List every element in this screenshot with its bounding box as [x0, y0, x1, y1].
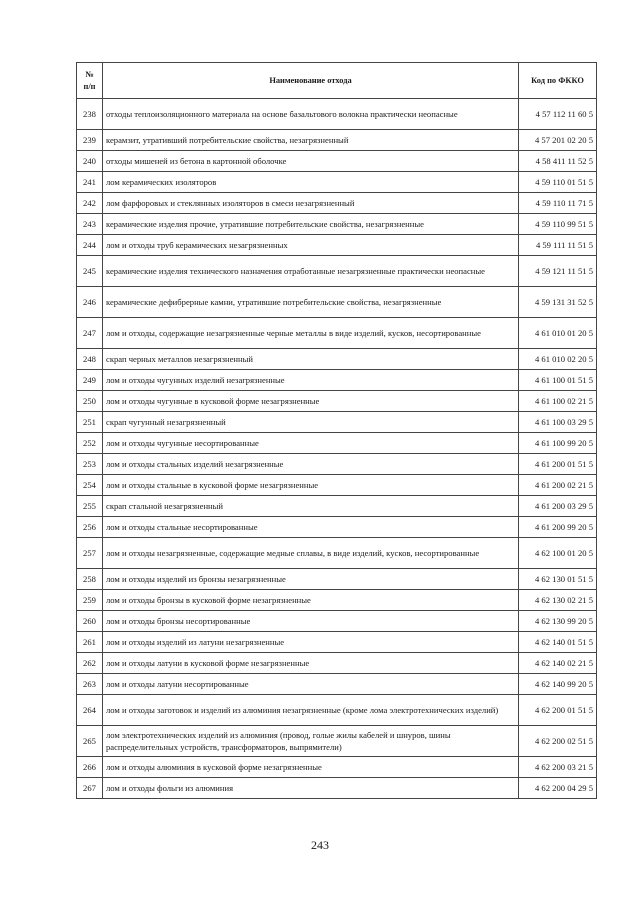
row-code: 4 59 110 99 51 5	[519, 214, 597, 235]
table-row	[77, 653, 597, 674]
table-row	[77, 214, 597, 235]
row-number: 262	[77, 653, 103, 674]
row-code: 4 61 100 03 29 5	[519, 412, 597, 433]
row-number: 245	[77, 256, 103, 287]
row-number: 259	[77, 590, 103, 611]
row-name: скрап стальной незагрязненный	[103, 496, 519, 517]
page-number: 243	[311, 838, 329, 852]
table-row	[77, 172, 597, 193]
table-row	[77, 611, 597, 632]
row-name: лом фарфоровых и стеклянных изоляторов в смеси незагрязненный	[103, 193, 519, 214]
row-name: лом и отходы бронзы несортированные	[103, 611, 519, 632]
row-number: 239	[77, 130, 103, 151]
row-name: керамические изделия технического назначения отработанные незагрязненные практически неопасные	[103, 256, 519, 287]
table-row	[77, 778, 597, 799]
table-row	[77, 412, 597, 433]
row-number: 241	[77, 172, 103, 193]
row-number: 263	[77, 674, 103, 695]
header-number: № п/п	[77, 63, 103, 99]
row-number: 250	[77, 391, 103, 412]
row-name: лом и отходы изделий из бронзы незагрязненные	[103, 569, 519, 590]
header-name: Наименование отхода	[103, 63, 519, 99]
row-number: 257	[77, 538, 103, 569]
row-code: 4 59 110 01 51 5	[519, 172, 597, 193]
row-code: 4 62 140 01 51 5	[519, 632, 597, 653]
row-number: 264	[77, 695, 103, 726]
row-code: 4 61 010 01 20 5	[519, 318, 597, 349]
row-code: 4 59 121 11 51 5	[519, 256, 597, 287]
row-code: 4 62 100 01 20 5	[519, 538, 597, 569]
table-row	[77, 99, 597, 130]
row-number: 254	[77, 475, 103, 496]
table-row	[77, 674, 597, 695]
row-name: лом керамических изоляторов	[103, 172, 519, 193]
row-code: 4 61 100 01 51 5	[519, 370, 597, 391]
table-row	[77, 454, 597, 475]
row-code: 4 62 140 99 20 5	[519, 674, 597, 695]
row-code: 4 62 130 02 21 5	[519, 590, 597, 611]
row-number: 258	[77, 569, 103, 590]
table-row	[77, 517, 597, 538]
table-row	[77, 496, 597, 517]
table-row	[77, 391, 597, 412]
row-number: 238	[77, 99, 103, 130]
table-row	[77, 193, 597, 214]
row-number: 252	[77, 433, 103, 454]
row-name: лом и отходы бронзы в кусковой форме незагрязненные	[103, 590, 519, 611]
row-name: лом электротехнических изделий из алюминия (провод, голые жилы кабелей и шнуров, шины распределительных устройств, трансформаторов, выпрямители)	[103, 726, 519, 757]
table-row	[77, 538, 597, 569]
row-code: 4 61 100 02 21 5	[519, 391, 597, 412]
row-number: 260	[77, 611, 103, 632]
row-name: отходы мишеней из бетона в картонной оболочке	[103, 151, 519, 172]
table-row	[77, 695, 597, 726]
row-number: 267	[77, 778, 103, 799]
table-header-row	[77, 63, 597, 99]
table-row	[77, 235, 597, 256]
row-name: лом и отходы чугунных изделий незагрязненные	[103, 370, 519, 391]
row-number: 256	[77, 517, 103, 538]
row-number: 248	[77, 349, 103, 370]
table-body	[77, 99, 597, 799]
row-name: скрап черных металлов незагрязненный	[103, 349, 519, 370]
row-name: скрап чугунный незагрязненный	[103, 412, 519, 433]
table-row	[77, 151, 597, 172]
row-code: 4 59 111 11 51 5	[519, 235, 597, 256]
row-name: лом и отходы чугунные в кусковой форме незагрязненные	[103, 391, 519, 412]
row-name: лом и отходы изделий из латуни незагрязненные	[103, 632, 519, 653]
row-code: 4 61 200 03 29 5	[519, 496, 597, 517]
row-name: лом и отходы стальные несортированные	[103, 517, 519, 538]
row-code: 4 62 200 03 21 5	[519, 757, 597, 778]
row-name: лом и отходы заготовок и изделий из алюминия незагрязненные (кроме лома электротехнических изделий)	[103, 695, 519, 726]
table-row	[77, 318, 597, 349]
row-number: 246	[77, 287, 103, 318]
row-name: керамзит, утративший потребительские свойства, незагрязненный	[103, 130, 519, 151]
row-code: 4 62 200 01 51 5	[519, 695, 597, 726]
table-row	[77, 475, 597, 496]
row-code: 4 62 200 04 29 5	[519, 778, 597, 799]
table-row	[77, 726, 597, 757]
row-code: 4 61 200 02 21 5	[519, 475, 597, 496]
row-name: керамические дефибрерные камни, утратившие потребительские свойства, незагрязненные	[103, 287, 519, 318]
table-row	[77, 256, 597, 287]
row-number: 240	[77, 151, 103, 172]
table-row	[77, 287, 597, 318]
row-number: 244	[77, 235, 103, 256]
row-code: 4 62 200 02 51 5	[519, 726, 597, 757]
table-row	[77, 757, 597, 778]
row-name: отходы теплоизоляционного материала на основе базальтового волокна практически неопасные	[103, 99, 519, 130]
row-name: лом и отходы латуни несортированные	[103, 674, 519, 695]
row-number: 265	[77, 726, 103, 757]
row-code: 4 61 200 01 51 5	[519, 454, 597, 475]
table-row	[77, 130, 597, 151]
row-number: 255	[77, 496, 103, 517]
row-code: 4 58 411 11 52 5	[519, 151, 597, 172]
row-number: 261	[77, 632, 103, 653]
row-name: керамические изделия прочие, утратившие потребительские свойства, незагрязненные	[103, 214, 519, 235]
row-code: 4 57 112 11 60 5	[519, 99, 597, 130]
row-number: 247	[77, 318, 103, 349]
row-code: 4 62 130 01 51 5	[519, 569, 597, 590]
row-code: 4 57 201 02 20 5	[519, 130, 597, 151]
row-number: 251	[77, 412, 103, 433]
row-name: лом и отходы стальных изделий незагрязненные	[103, 454, 519, 475]
table-row	[77, 569, 597, 590]
row-code: 4 62 130 99 20 5	[519, 611, 597, 632]
table-row	[77, 632, 597, 653]
row-name: лом и отходы алюминия в кусковой форме незагрязненные	[103, 757, 519, 778]
table-row	[77, 370, 597, 391]
waste-classification-table	[76, 62, 597, 799]
row-number: 243	[77, 214, 103, 235]
row-name: лом и отходы незагрязненные, содержащие медные сплавы, в виде изделий, кусков, несортированные	[103, 538, 519, 569]
row-number: 249	[77, 370, 103, 391]
table-row	[77, 590, 597, 611]
row-number: 253	[77, 454, 103, 475]
row-code: 4 59 110 11 71 5	[519, 193, 597, 214]
table-row	[77, 433, 597, 454]
row-name: лом и отходы, содержащие незагрязненные черные металлы в виде изделий, кусков, несортированные	[103, 318, 519, 349]
row-code: 4 61 100 99 20 5	[519, 433, 597, 454]
row-code: 4 62 140 02 21 5	[519, 653, 597, 674]
row-name: лом и отходы труб керамических незагрязненных	[103, 235, 519, 256]
row-number: 242	[77, 193, 103, 214]
row-number: 266	[77, 757, 103, 778]
row-code: 4 59 131 31 52 5	[519, 287, 597, 318]
row-name: лом и отходы стальные в кусковой форме незагрязненные	[103, 475, 519, 496]
table-row	[77, 349, 597, 370]
row-code: 4 61 200 99 20 5	[519, 517, 597, 538]
row-code: 4 61 010 02 20 5	[519, 349, 597, 370]
row-name: лом и отходы латуни в кусковой форме незагрязненные	[103, 653, 519, 674]
header-code: Код по ФККО	[519, 63, 597, 99]
row-name: лом и отходы фольги из алюминия	[103, 778, 519, 799]
row-name: лом и отходы чугунные несортированные	[103, 433, 519, 454]
